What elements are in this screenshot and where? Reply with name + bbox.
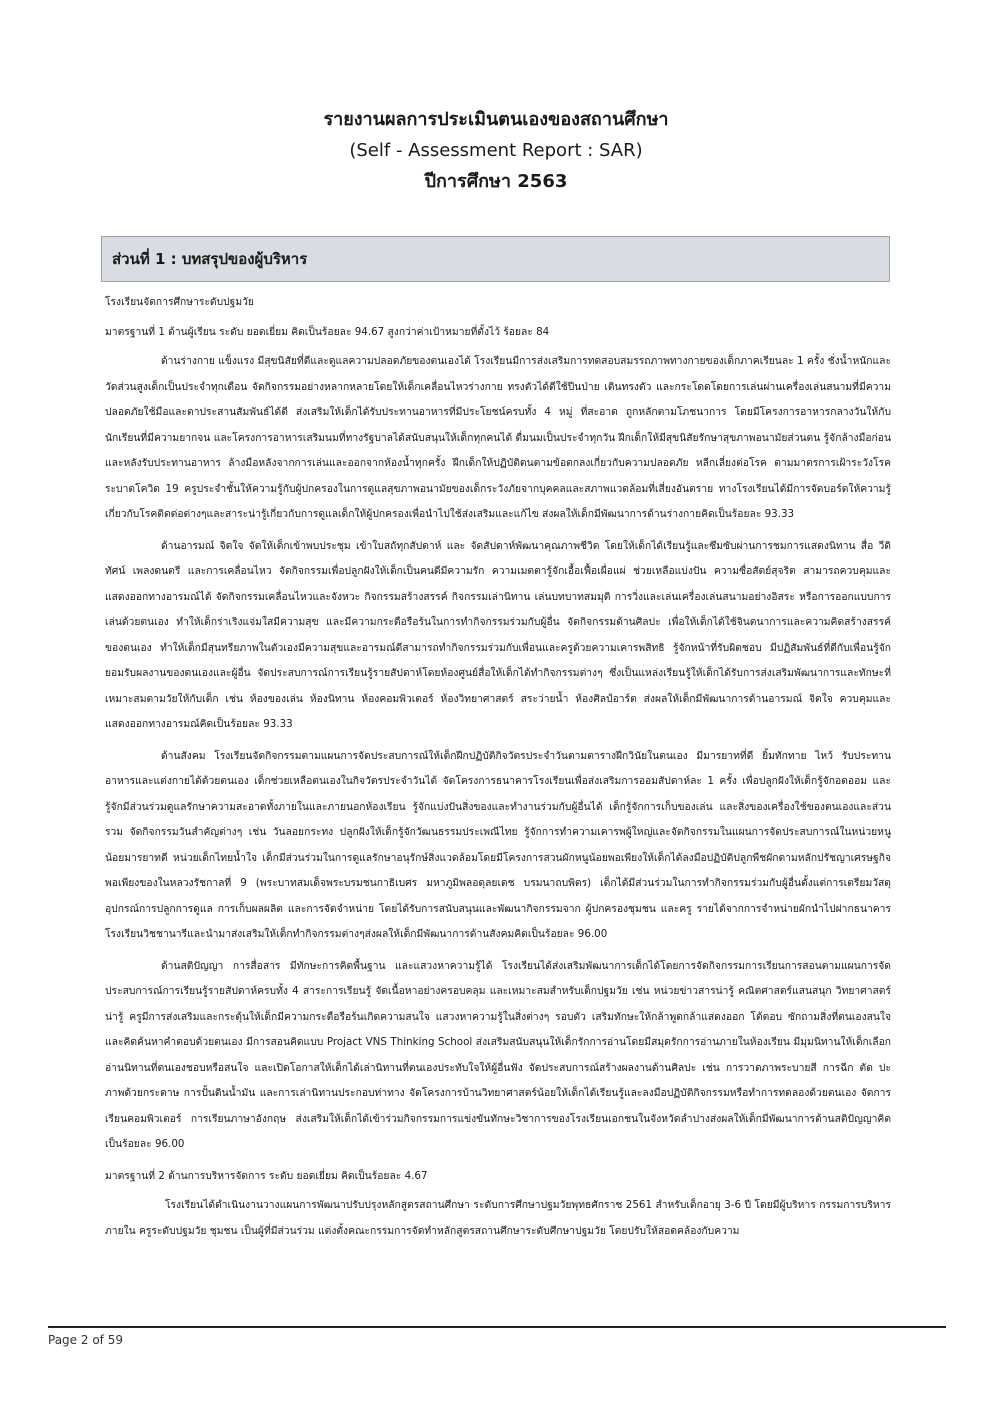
report-title-block	[0, 104, 992, 197]
paragraph-intellectual: ด้านสติปัญญา การสื่อสาร มีทักษะการคิดพื้นฐาน และแสวงหาความรู้ได้ โรงเรียนได้ส่งเสริมพัฒนาการเด็กได้โดยการจัดกิจกรรมการเรียนการสอนตามแผนการจัดประสบการณ์การเรียนรู้รายสัปดาห์ครบทั้ง 4 สาระการเรียนรู้ จัดเนื้อหาอย่างครอบคลุม และเหมาะสมสำหรับเด็กปฐมวัย เช่น หน่วยข่าวสารน่ารู้ คณิตศาสตร์แสนสนุก วิทยาศาสตร์น่ารู้ ครูมีการส่งเสริมและกระตุ้นให้เด็กมีความกระตือรือร้นเกิดความสนใจ แสวงหาความรู้ในสิ่งต่างๆ รอบตัว เสริมทักษะให้กล้าพูดกล้าแสดงออก โต้ตอบ ซักถามสิ่งที่ตนเองสนใจและคิดค้นหาคำตอบด้วยตนเอง มีการสอนคิดแบบ Projact VNS Thinking School ส่งเสริมสนับสนุนให้เด็กรักการอ่านโดยมีสมุดรักการอ่านภายในห้องเรียน มีมุมนิทานให้เด็กเลือกอ่านนิทานที่ตนเองชอบหรือสนใจ และเปิดโอกาสให้เด็กได้เล่านิทานที่ตนเองประทับใจให้ผู้อื่นฟัง จัดประสบการณ์สร้างผลงานด้านศิลปะ เช่น การวาดภาพระบายสี การฉีก ตัด ปะ ภาพด้วยกระดาษ การปั้นดินน้ำมัน และการเล่านิทานประกอบท่าทาง จัดโครงการบ้านวิทยาศาสตร์น้อยให้เด็กได้เรียนรู้และลงมือปฏิบัติกิจกรรมหรือทำการทดลองด้วยตนเอง จัดการเรียนคอมพิวเตอร์ การเรียนภาษาอังกฤษ ส่งเสริมให้เด็กได้เข้าร่วมกิจกรรมการแข่งขันทักษะวิชาการของโรงเรียนเอกชนในจังหวัดลำปางส่งผลให้เด็กมีพัฒนาการด้านสติปัญญาคิดเป็นร้อยละ 96.00	[105, 959, 891, 1150]
report-title-english: (Self - Assessment Report : SAR)	[349, 140, 643, 161]
paragraph-social: ด้านสังคม โรงเรียนจัดกิจกรรมตามแผนการจัดประสบการณ์ให้เด็กฝึกปฏิบัติกิจวัตรประจำวันตามตารางฝึกวินัยในตนเอง มีมารยาทที่ดี ยิ้มทักทาย ไหว้ รับประทานอาหารและแต่งกายได้ด้วยตนเอง เด็กช่วยเหลือตนเองในกิจวัตรประจำวันได้ จัดโครงการธนาคารโรงเรียนเพื่อส่งเสริมการออมสัปดาห์ละ 1 ครั้ง เพื่อปลูกฝังให้เด็กรู้จักอดออม และรู้จักมีส่วนร่วมดูแลรักษาความสะอาดทั้งภายในและภายนอกห้องเรียน รู้จักแบ่งปันสิ่งของและทำงานร่วมกับผู้อื่นได้ เด็กรู้จักการเก็บของเล่น และสิ่งของเครื่องใช้ของตนเองและส่วนรวม จัดกิจกรรมวันสำคัญต่างๆ เช่น วันลอยกระทง ปลูกฝังให้เด็กรู้จักวัฒนธรรมประเพณีไทย รู้จักการทำความเคารพผู้ใหญ่และจัดกิจกรรมในแผนการจัดประสบการณ์ในหน่วยหนูน้อยมารยาทดี หน่วยเด็กไทยน้ำใจ เด็กมีส่วนร่วมในการดูแลรักษาอนุรักษ์สิ่งแวดล้อมโดยมีโครงการสวนผักหนูน้อยพอเพียงให้เด็กได้ลงมือปฏิบัติปลูกพืชผักตามหลักปรัชญาเศรษฐกิจพอเพียงของในหลวงรัชกาลที่ 9 (พระบาทสมเด็จพระบรมชนกาธิเบศร มหาภูมิพลอดุลยเดช บรมนาถบพิตร) เด็กได้มีส่วนร่วมในการทำกิจกรรมร่วมกับผู้อื่นตั้งแต่การเตรียมวัสดุอุปกรณ์การปลูกการดูแล การเก็บผลผลิต และการจัดจำหน่าย โดยได้รับการสนับสนุนและพัฒนากิจกรรมจาก ผู้ปกครองชุมชน และครู รายได้จากการจำหน่ายผักนำไปฝากธนาคารโรงเรียนวิชชานารีและนำมาส่งเสริมให้เด็กทำกิจกรรมต่างๆส่งผลให้เด็กมีพัฒนาการด้านสังคมคิดเป็นร้อยละ 96.00	[105, 749, 891, 940]
paragraph-management: โรงเรียนได้ดำเนินงานวางแผนการพัฒนาปรับปรุงหลักสูตรสถานศึกษา ระดับการศึกษาปฐมวัยพุทธศักราช 2561 สำหรับเด็กอายุ 3-6 ปี โดยมีผู้บริหาร กรรมการบริหารภายใน ครูระดับปฐมวัย ชุมชน เป็นผู้ที่มีส่วนร่วม แต่งตั้งคณะกรรมการจัดทำหลักสูตรสถานศึกษาระดับศึกษาปฐมวัย โดยปรับให้สอดคล้องกับความ	[105, 1199, 891, 1237]
paragraph-school-level: โรงเรียนจัดการศึกษาระดับปฐมวัย	[105, 296, 254, 308]
paragraph-standard-1: มาตรฐานที่ 1 ด้านผู้เรียน ระดับ ยอดเยี่ยม คิดเป็นร้อยละ 94.67 สูงกว่าค่าเป้าหมายที่ตั้งไว้ ร้อยละ 84	[105, 325, 550, 338]
report-title-thai: รายงานผลการประเมินตนเองของสถานศึกษา	[323, 109, 669, 130]
paragraph-standard-2: มาตรฐานที่ 2 ด้านการบริหารจัดการ ระดับ ยอดเยี่ยม คิดเป็นร้อยละ 4.67	[105, 1169, 428, 1182]
paragraph-physical: ด้านร่างกาย แข็งแรง มีสุขนิสัยที่ดีและดูแลความปลอดภัยของตนเองได้ โรงเรียนมีการส่งเสริมการทดสอบสมรรถภาพทางกายของเด็กภาคเรียนละ 1 ครั้ง ชั่งน้ำหนักและวัดส่วนสูงเด็กเป็นประจำทุกเดือน จัดกิจกรรมอย่างหลากหลายโดยให้เด็กเคลื่อนไหวร่างกาย ทรงตัวได้ดีใช้ปีนป่าย เดินทรงตัว และกระโดดโดยการเล่นผ่านเครื่องเล่นสนามที่มีความปลอดภัยใช้มือและตาประสานสัมพันธ์ได้ดี ส่งเสริมให้เด็กได้รับประทานอาหารที่มีประโยชน์ครบทั้ง 4 หมู่ ที่สะอาด ถูกหลักตามโภชนาการ โดยมีโครงการอาหารกลางวันให้กับนักเรียนที่มีความยากจน และโครงการอาหารเสริมนมที่ทางรัฐบาลได้สนับสนุนให้เด็กทุกคนได้ ดื่มนมเป็นประจำทุกวัน ฝึกเด็กให้มีสุขนิสัยรักษาสุขภาพอนามัยส่วนตน รู้จักล้างมือก่อนและหลังรับประทานอาหาร ล้างมือหลังจากการเล่นและออกจากห้องน้ำทุกครั้ง ฝึกเด็กให้ปฏิบัติตนตามข้อตกลงเกี่ยวกับความปลอดภัย หลีกเลี่ยงต่อโรค ตามมาตรการเฝ้าระวังโรคระบาดโควิด 19 ครูประจำชั้นให้ความรู้กับผู้ปกครองในการดูแลสุขภาพอนามัยของเด็กระวังภัยจากบุคคลและสภาพแวดล้อมที่เสี่ยงอันตราย ทางโรงเรียนได้มีการจัดบอร์ดให้ความรู้เกี่ยวกับโรคติดต่อต่างๆและสาระน่ารู้เกี่ยวกับการดูแลเด็กให้ผู้ปกครองเพื่อนำไปใช้ส่งเสริมและแก้ไข ส่งผลให้เด็กมีพัฒนาการด้านร่างกายคิดเป็นร้อยละ 93.33	[105, 355, 891, 520]
paragraph-emotional: ด้านอารมณ์ จิตใจ จัดให้เด็กเข้าพบประชุม เข้าใบสถัทุกสัปดาห์ และ จัดสัปดาห์พัฒนาคุณภาพชีวิต โดยให้เด็กได้เรียนรู้และซึมซับผ่านการชมการแสดงนิทาน สื่อ วีดิทัศน์ เพลงดนตรี และการเคลื่อนไหว จัดกิจกรรมเพื่อปลูกฝังให้เด็กเป็นคนดีมีความรัก ความเมตตารู้จักเอื้อเฟื้อเผื่อแผ่ ช่วยเหลือแบ่งปัน ความซื่อสัตย์สุจริต สามารถควบคุมและแสดงออกทางอารมณ์ได้ จัดกิจกรรมเคลื่อนไหวและจังหวะ กิจกรรมสร้างสรรค์ กิจกรรมเล่านิทาน เล่นบทบาทสมมุติ การวิ่งและเล่นเครื่องเล่นสนามอย่างอิสระ หรือการออกแบบการเล่นด้วยตนเอง ทำให้เด็กร่าเริงแจ่มใสมีความสุข และมีความกระตือรือร้นในการทำกิจกรรมร่วมกับผู้อื่น จัดกิจกรรมด้านศิลปะ เพื่อให้เด็กได้ใช้จินตนาการและความคิดสร้างสรรค์ของตนเอง ทำให้เด็กมีสุนทรียภาพในตัวเองมีความสุขและอารมณ์ดีสามารถทำกิจกรรมร่วมกับเพื่อนและครูด้วยความเคารพสิทธิ รู้จักหน้าที่รับผิดชอบ มีปฏิสัมพันธ์ที่ดีกับเพื่อนรู้จักยอมรับผลงานของตนเองและผู้อื่น จัดประสบการณ์การเรียนรู้รายสัปดาห์โดยห้องศูนย์สื่อให้เด็กได้ทำกิจกรรมต่างๆ ซึ่งเป็นแหล่งเรียนรู้ให้เด็กได้รับการส่งเสริมพัฒนาการและทักษะที่เหมาะสมตามวัยให้กับเด็ก เช่น ห้องของเล่น ห้องนิทาน ห้องคอมพิวเตอร์ ห้องวิทยาศาสตร์ สระว่ายน้ำ ห้องศิลป์อาร์ต ส่งผลให้เด็กมีพัฒนาการด้านอารมณ์ จิตใจ ควบคุมและแสดงออกทางอารมณ์คิดเป็นร้อยละ 93.33	[105, 539, 891, 730]
report-academic-year: ปีการศึกษา 2563	[424, 171, 568, 192]
section-heading-box	[101, 236, 890, 282]
footer-divider	[48, 1326, 946, 1328]
section-heading: ส่วนที่ 1 : บทสรุปของผู้บริหาร	[112, 250, 308, 268]
page-number: Page 2 of 59	[48, 1333, 123, 1347]
document-body	[105, 290, 891, 1250]
